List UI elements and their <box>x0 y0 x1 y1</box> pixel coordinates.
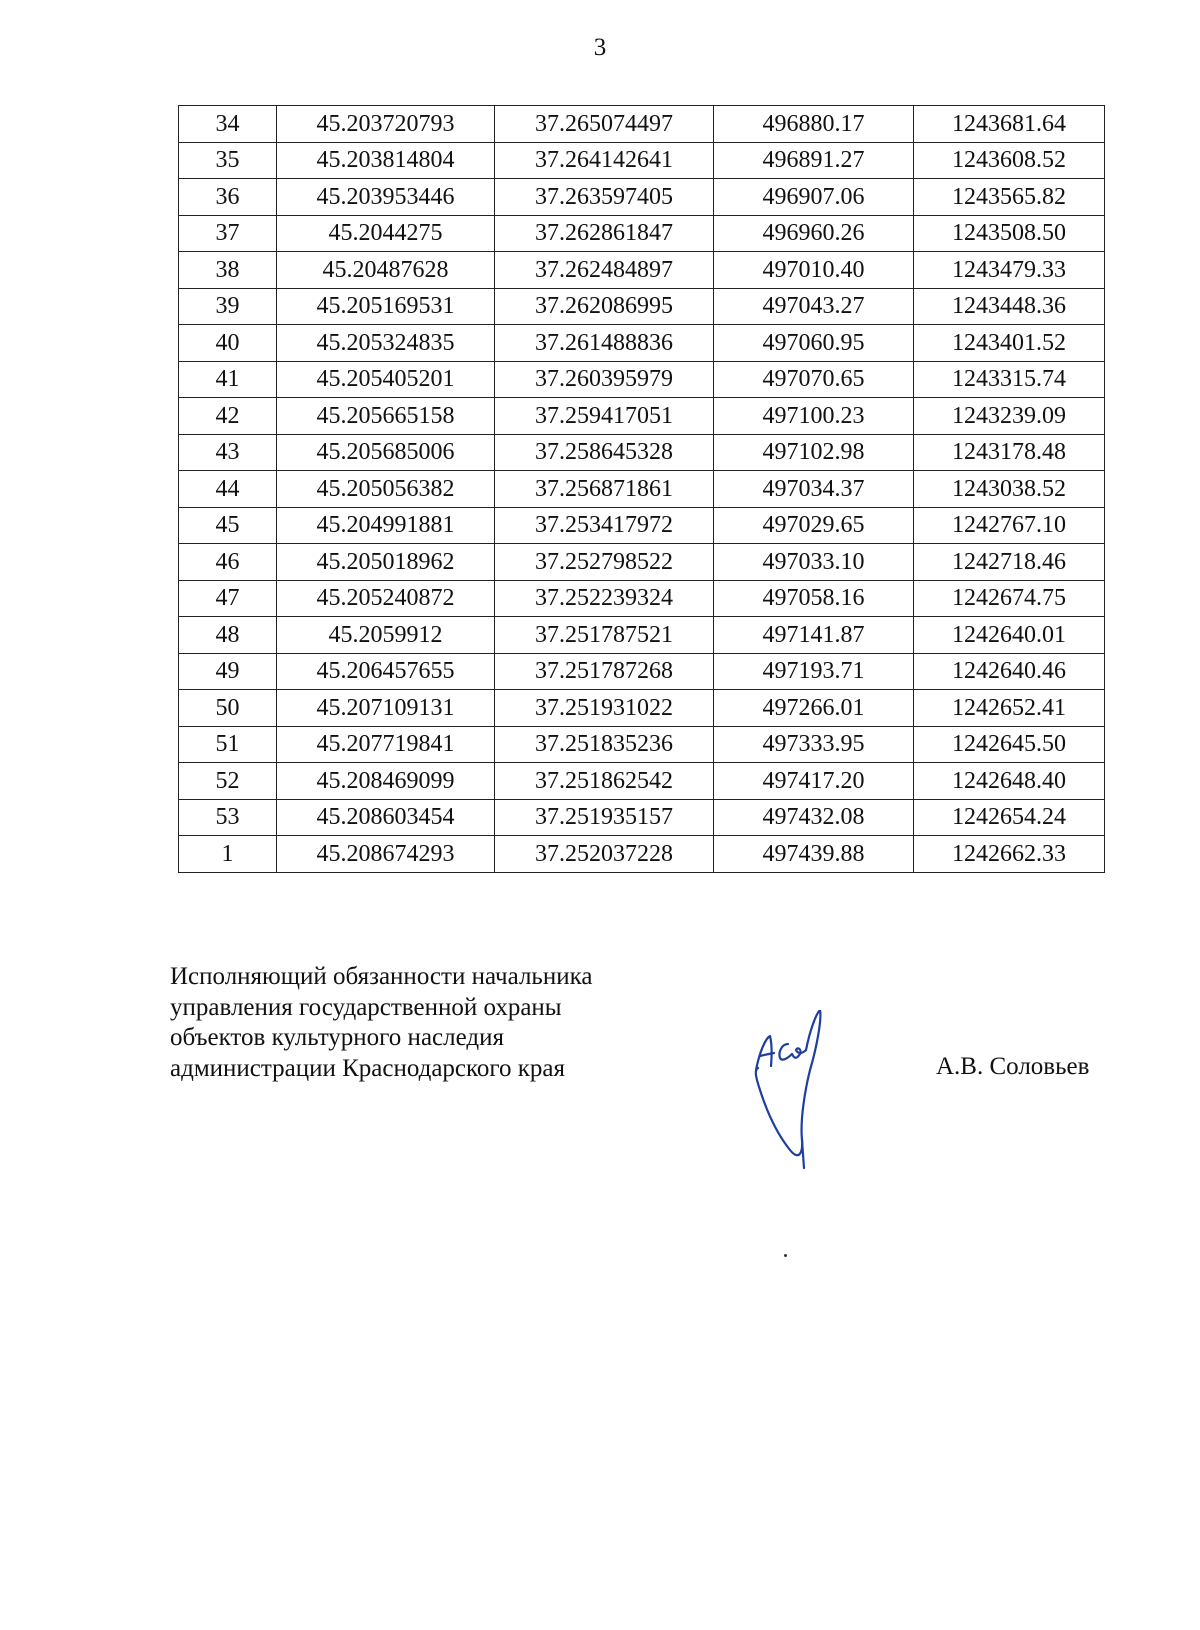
table-cell: 52 <box>179 763 277 800</box>
table-cell: 496891.27 <box>714 142 914 179</box>
table-cell: 497010.40 <box>714 252 914 289</box>
table-cell: 36 <box>179 179 277 216</box>
table-cell: 497193.71 <box>714 653 914 690</box>
table-cell: 37.265074497 <box>495 106 714 143</box>
table-cell: 45.205018962 <box>277 544 495 581</box>
table-cell: 497058.16 <box>714 580 914 617</box>
table-cell: 53 <box>179 799 277 836</box>
table-cell: 1242718.46 <box>914 544 1105 581</box>
table-cell: 46 <box>179 544 277 581</box>
table-cell: 1242645.50 <box>914 726 1105 763</box>
table-row <box>179 507 1105 544</box>
table-cell: 39 <box>179 288 277 325</box>
table-cell: 37.256871861 <box>495 471 714 508</box>
table-row <box>179 106 1105 143</box>
table-cell: 37.262484897 <box>495 252 714 289</box>
table-cell: 497070.65 <box>714 361 914 398</box>
table-cell: 45.208603454 <box>277 799 495 836</box>
table-row <box>179 288 1105 325</box>
table-cell: 51 <box>179 726 277 763</box>
table-cell: 37.252037228 <box>495 836 714 873</box>
table-cell: 45.205169531 <box>277 288 495 325</box>
table-cell: 497333.95 <box>714 726 914 763</box>
table-cell: 48 <box>179 617 277 654</box>
table-row <box>179 215 1105 252</box>
page-number: 3 <box>593 34 607 61</box>
signatory-position-line: объектов культурного наследия <box>170 1024 504 1051</box>
table-cell: 497034.37 <box>714 471 914 508</box>
table-cell: 37.251862542 <box>495 763 714 800</box>
table-cell: 1242674.75 <box>914 580 1105 617</box>
table-cell: 37.252239324 <box>495 580 714 617</box>
table-cell: 45.207109131 <box>277 690 495 727</box>
table-row <box>179 544 1105 581</box>
signatory-position <box>170 962 592 1084</box>
table-cell: 38 <box>179 252 277 289</box>
table-cell: 45.206457655 <box>277 653 495 690</box>
table-cell: 37.260395979 <box>495 361 714 398</box>
handwritten-signature <box>750 1010 850 1170</box>
table-cell: 1242662.33 <box>914 836 1105 873</box>
table-cell: 496960.26 <box>714 215 914 252</box>
table-cell: 37.262861847 <box>495 215 714 252</box>
table-cell: 37.251835236 <box>495 726 714 763</box>
table-cell: 37.253417972 <box>495 507 714 544</box>
coordinates-table <box>178 105 1105 873</box>
table-cell: 45.2044275 <box>277 215 495 252</box>
table-cell: 37 <box>179 215 277 252</box>
table-cell: 496907.06 <box>714 179 914 216</box>
table-cell: 45.208469099 <box>277 763 495 800</box>
coordinates-table-body <box>179 106 1105 873</box>
table-cell: 1243038.52 <box>914 471 1105 508</box>
table-cell: 42 <box>179 398 277 435</box>
table-cell: 1242640.01 <box>914 617 1105 654</box>
table-cell: 1242654.24 <box>914 799 1105 836</box>
table-cell: 40 <box>179 325 277 362</box>
table-cell: 1243608.52 <box>914 142 1105 179</box>
table-cell: 37.258645328 <box>495 434 714 471</box>
table-row <box>179 142 1105 179</box>
table-cell: 37.251787268 <box>495 653 714 690</box>
table-cell: 497102.98 <box>714 434 914 471</box>
table-row <box>179 580 1105 617</box>
table-cell: 41 <box>179 361 277 398</box>
table-cell: 45.2059912 <box>277 617 495 654</box>
table-cell: 45.208674293 <box>277 836 495 873</box>
table-cell: 45.205056382 <box>277 471 495 508</box>
table-cell: 497432.08 <box>714 799 914 836</box>
table-row <box>179 361 1105 398</box>
table-cell: 45.203720793 <box>277 106 495 143</box>
table-cell: 1 <box>179 836 277 873</box>
table-row <box>179 799 1105 836</box>
stray-mark <box>784 1254 787 1257</box>
table-cell: 497417.20 <box>714 763 914 800</box>
table-cell: 45.205685006 <box>277 434 495 471</box>
table-cell: 45.204991881 <box>277 507 495 544</box>
table-cell: 1242652.41 <box>914 690 1105 727</box>
table-row <box>179 763 1105 800</box>
table-cell: 49 <box>179 653 277 690</box>
table-row <box>179 653 1105 690</box>
table-cell: 34 <box>179 106 277 143</box>
table-cell: 497266.01 <box>714 690 914 727</box>
table-cell: 1243401.52 <box>914 325 1105 362</box>
table-cell: 1242648.40 <box>914 763 1105 800</box>
table-row <box>179 836 1105 873</box>
table-cell: 45.205405201 <box>277 361 495 398</box>
signatory-position-line: администрации Краснодарского края <box>170 1054 566 1082</box>
table-cell: 497043.27 <box>714 288 914 325</box>
table-row <box>179 398 1105 435</box>
table-cell: 1243479.33 <box>914 252 1105 289</box>
table-cell: 45 <box>179 507 277 544</box>
table-cell: 497033.10 <box>714 544 914 581</box>
table-cell: 45.203814804 <box>277 142 495 179</box>
table-cell: 45.203953446 <box>277 179 495 216</box>
table-cell: 37.262086995 <box>495 288 714 325</box>
signatory-position-line: управления государственной охраны <box>170 993 562 1021</box>
table-cell: 35 <box>179 142 277 179</box>
table-cell: 44 <box>179 471 277 508</box>
table-row <box>179 252 1105 289</box>
table-cell: 1243448.36 <box>914 288 1105 325</box>
table-cell: 497141.87 <box>714 617 914 654</box>
table-cell: 37.261488836 <box>495 325 714 362</box>
table-row <box>179 325 1105 362</box>
table-row <box>179 726 1105 763</box>
table-cell: 1243565.82 <box>914 179 1105 216</box>
table-cell: 1243508.50 <box>914 215 1105 252</box>
table-cell: 43 <box>179 434 277 471</box>
table-cell: 45.20487628 <box>277 252 495 289</box>
table-row <box>179 471 1105 508</box>
table-cell: 50 <box>179 690 277 727</box>
table-cell: 1242767.10 <box>914 507 1105 544</box>
table-cell: 497100.23 <box>714 398 914 435</box>
signer-name: А.В. Соловьев <box>936 1053 1090 1080</box>
table-row <box>179 617 1105 654</box>
table-cell: 37.263597405 <box>495 179 714 216</box>
table-cell: 45.207719841 <box>277 726 495 763</box>
table-cell: 497029.65 <box>714 507 914 544</box>
table-cell: 1243239.09 <box>914 398 1105 435</box>
table-cell: 37.259417051 <box>495 398 714 435</box>
table-cell: 496880.17 <box>714 106 914 143</box>
table-cell: 37.251935157 <box>495 799 714 836</box>
table-cell: 1243681.64 <box>914 106 1105 143</box>
table-cell: 1243178.48 <box>914 434 1105 471</box>
table-cell: 45.205240872 <box>277 580 495 617</box>
table-cell: 37.252798522 <box>495 544 714 581</box>
table-cell: 1243315.74 <box>914 361 1105 398</box>
table-cell: 497439.88 <box>714 836 914 873</box>
table-cell: 45.205665158 <box>277 398 495 435</box>
table-cell: 1242640.46 <box>914 653 1105 690</box>
table-cell: 37.251787521 <box>495 617 714 654</box>
table-row <box>179 179 1105 216</box>
table-cell: 37.264142641 <box>495 142 714 179</box>
table-cell: 37.251931022 <box>495 690 714 727</box>
table-cell: 47 <box>179 580 277 617</box>
table-row <box>179 434 1105 471</box>
table-row <box>179 690 1105 727</box>
table-cell: 497060.95 <box>714 325 914 362</box>
signatory-position-line: Исполняющий обязанности начальника <box>170 963 593 990</box>
table-cell: 45.205324835 <box>277 325 495 362</box>
